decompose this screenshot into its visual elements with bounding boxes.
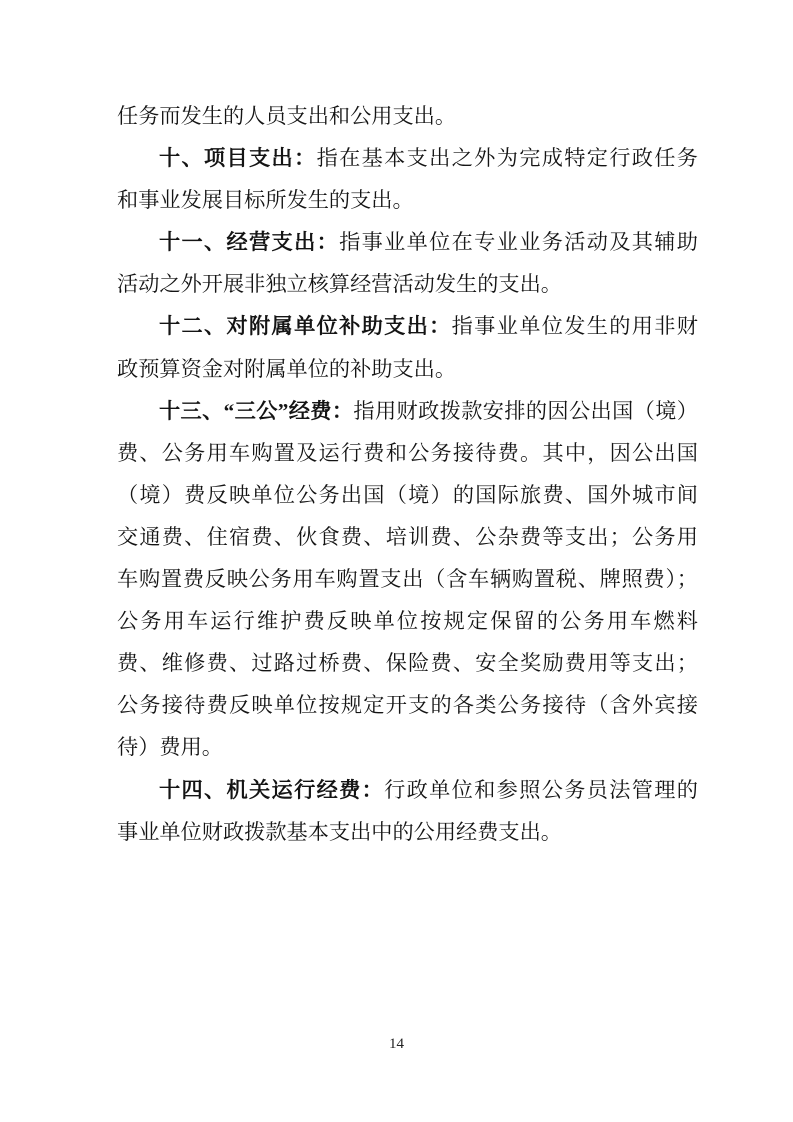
text-line	[117, 811, 698, 853]
text-line	[117, 684, 698, 726]
body-text: 交通费、住宿费、伙食费、培训费、公杂费等支出；公务用	[117, 524, 698, 549]
body-text: 任务而发生的人员支出和公用支出。	[117, 104, 457, 128]
text-line	[117, 516, 698, 558]
text-line	[117, 95, 698, 137]
text-line	[117, 769, 698, 811]
body-text: （境）费反映单位公务出国（境）的国际旅费、国外城市间	[117, 482, 698, 507]
text-line	[117, 305, 698, 347]
term-label: 十四、机关运行经费：	[159, 777, 385, 802]
text-line	[117, 390, 698, 432]
text-line	[117, 642, 698, 684]
page-number: 14	[389, 1036, 404, 1052]
text-line	[117, 558, 698, 600]
term-label: 十、项目支出：	[159, 146, 317, 171]
text-line	[117, 179, 698, 221]
text-line	[117, 600, 698, 642]
body-text: 待）费用。	[117, 735, 223, 760]
text-line	[117, 348, 698, 390]
body-text: 费、维修费、过路过桥费、保险费、安全奖励费用等支出；	[117, 651, 698, 676]
body-text: 和事业发展目标所发生的支出。	[117, 188, 414, 213]
body-text: 公务用车运行维护费反映单位按规定保留的公务用车燃料	[117, 609, 698, 634]
body-text: 指事业单位在专业业务活动及其辅助	[339, 230, 698, 255]
text-line	[117, 137, 698, 179]
text-line	[117, 726, 698, 768]
term-label: 十二、对附属单位补助支出：	[159, 314, 452, 339]
body-text: 车购置费反映公务用车购置支出（含车辆购置税、牌照费）；	[117, 567, 698, 592]
text-line	[117, 474, 698, 516]
body-text: 费、公务用车购置及运行费和公务接待费。其中，因公出国	[117, 440, 698, 465]
body-text: 行政单位和参照公务员法管理的	[384, 777, 698, 802]
term-label: 十一、经营支出：	[159, 230, 340, 255]
text-line	[117, 432, 698, 474]
body-text: 指事业单位发生的用非财	[451, 314, 698, 339]
body-text: 活动之外开展非独立核算经营活动发生的支出。	[117, 272, 562, 297]
body-text: 指用财政拨款安排的因公出国（境）	[353, 398, 698, 423]
body-text: 公务接待费反映单位按规定开支的各类公务接待（含外宾接	[117, 693, 698, 718]
document-text-block	[117, 95, 698, 853]
text-line	[117, 263, 698, 305]
body-text: 指在基本支出之外为完成特定行政任务	[316, 146, 698, 171]
body-text: 事业单位财政拨款基本支出中的公用经费支出。	[117, 819, 562, 844]
term-label: 十三、“三公”经费：	[159, 398, 354, 423]
text-line	[117, 221, 698, 263]
body-text: 政预算资金对附属单位的补助支出。	[117, 356, 457, 381]
